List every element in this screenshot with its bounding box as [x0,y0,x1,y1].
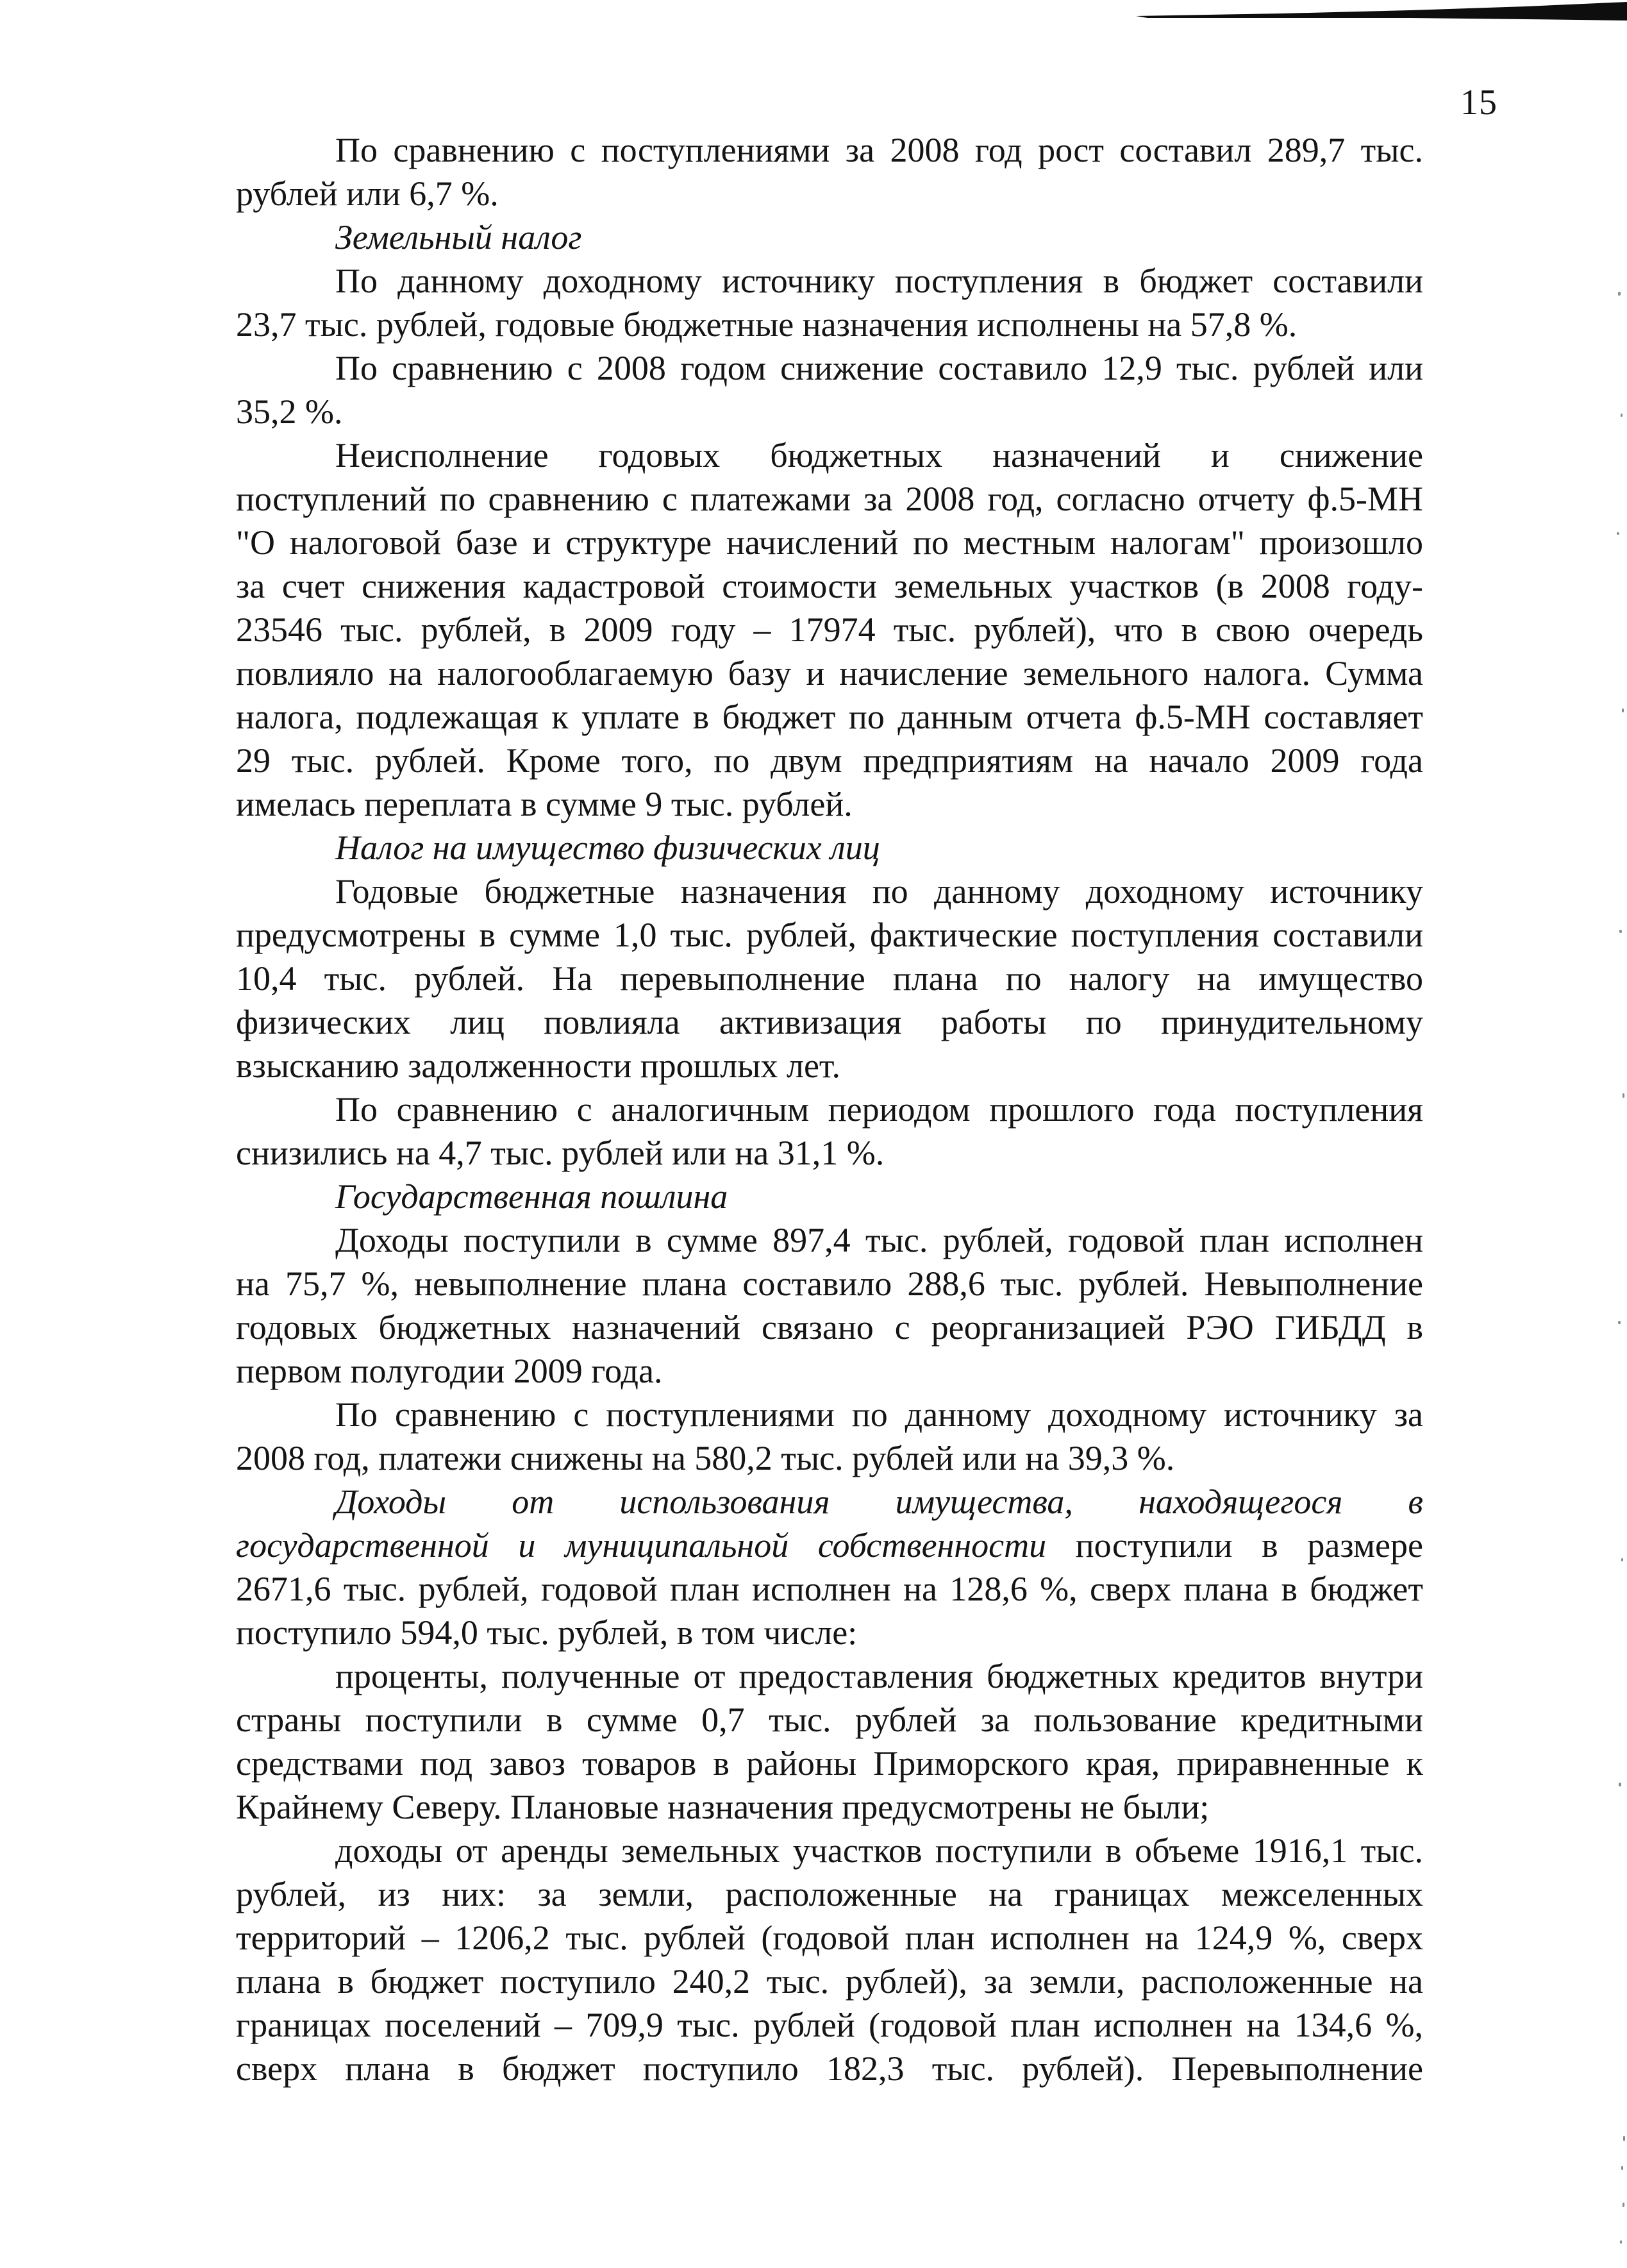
paragraph [236,128,1423,215]
text-line: физических лиц повлияла активизация работы по принудительному [236,1003,1423,1041]
text-line: поступило 594,0 тыс. рублей, в том числе: [236,1613,858,1652]
scan-speck [1622,709,1624,712]
text-line [236,1524,1423,1567]
text-line: Доходы поступили в сумме 897,4 тыс. рублей, годовой план исполнен [335,1221,1423,1259]
scan-speck [1620,2240,1622,2244]
paragraph [236,433,1423,826]
document-body [236,128,1423,2090]
paragraph [236,1654,1423,1829]
text-line: страны поступили в сумме 0,7 тыс. рублей за пользование кредитными [236,1701,1423,1739]
text-line: территорий – 1206,2 тыс. рублей (годовой план исполнен на 124,9 %, сверх [236,1919,1423,1957]
section-heading [236,215,1423,259]
section-heading [236,1175,1423,1218]
scan-speck [1619,930,1622,933]
text-line: проценты, полученные от предоставления бюджетных кредитов внутри [335,1657,1423,1695]
scan-speck [1618,292,1621,296]
text-line: 35,2 %. [236,392,343,431]
text-line: По данному доходному источнику поступления в бюджет составили [335,262,1423,300]
text-line: По сравнению с аналогичным периодом прошлого года поступления [335,1090,1423,1129]
text-line: Годовые бюджетные назначения по данному доходному источнику [335,872,1423,911]
text-line: По сравнению с 2008 годом снижение составило 12,9 тыс. рублей или [335,349,1423,387]
scan-speck [1619,1783,1621,1786]
text-line: взысканию задолженности прошлых лет. [236,1046,840,1085]
italic-text-segment: государственной и муниципальной собственности [236,1526,1047,1565]
italic-text-segment: Доходы от использования имущества, находящегося в [335,1483,1423,1521]
text-line: 23,7 тыс. рублей, годовые бюджетные назначения исполнены на 57,8 %. [236,305,1297,344]
text-line: первом полугодии 2009 года. [236,1352,663,1390]
scan-speck [1621,414,1623,417]
text-line: за счет снижения кадастровой стоимости земельных участков (в 2008 году- [236,567,1423,605]
text-line: имелась переплата в сумме 9 тыс. рублей. [236,785,853,823]
paragraph [236,869,1423,1088]
paragraph [236,1829,1423,2090]
scan-speck [1623,2203,1624,2207]
scan-speck [1621,1558,1623,1561]
text-line: доходы от аренды земельных участков поступили в объеме 1916,1 тыс. [335,1831,1423,1870]
scan-speck [1617,532,1619,535]
text-line: Земельный налог [335,218,582,256]
text-line: плана в бюджет поступило 240,2 тыс. рублей), за земли, расположенные на [236,1962,1423,2001]
text-line: Крайнему Северу. Плановые назначения предусмотрены не были; [236,1788,1210,1826]
paragraph [236,259,1423,346]
page-number: 15 [1460,83,1498,122]
text-line: 29 тыс. рублей. Кроме того, по двум предприятиям на начало 2009 года [236,741,1423,780]
text-line: 10,4 тыс. рублей. На перевыполнение плана по налогу на имущество [236,959,1423,998]
text-line: годовых бюджетных назначений связано с реорганизацией РЭО ГИБДД в [236,1308,1423,1347]
text-line: рублей или 6,7 %. [236,174,499,213]
text-line: средствами под завоз товаров в районы Приморского края, приравненные к [236,1744,1423,1783]
text-line: 2008 год, платежи снижены на 580,2 тыс. рублей или на 39,3 %. [236,1439,1175,1477]
scan-line-artifact [0,0,1627,26]
text-line: налога, подлежащая к уплате в бюджет по данным отчета ф.5-МН составляет [236,698,1423,736]
paragraph [236,1218,1423,1393]
paragraph [236,1088,1423,1175]
paragraph [236,346,1423,433]
text-line: снизились на 4,7 тыс. рублей или на 31,1 %. [236,1134,885,1172]
section-heading [236,826,1423,869]
scan-speck [1623,1093,1624,1098]
text-line: предусмотрены в сумме 1,0 тыс. рублей, фактические поступления составили [236,916,1423,954]
text-line [236,1480,1423,1524]
text-line: Неисполнение годовых бюджетных назначений и снижение [335,436,1423,475]
text-line: сверх плана в бюджет поступило 182,3 тыс. рублей). Перевыполнение [236,2049,1423,2088]
text-line: По сравнению с поступлениями по данному доходному источнику за [335,1395,1423,1434]
paragraph [236,1480,1423,1654]
text-line: границах поселений – 709,9 тыс. рублей (годовой план исполнен на 134,6 %, [236,2006,1423,2044]
text-line: 23546 тыс. рублей, в 2009 году – 17974 тыс. рублей), что в свою очередь [236,610,1423,649]
text-line: "О налоговой базе и структуре начислений по местным налогам" произошло [236,523,1423,562]
text-line: на 75,7 %, невыполнение плана составило 288,6 тыс. рублей. Невыполнение [236,1264,1423,1303]
text-line: повлияло на налогооблагаемую базу и начисление земельного налога. Сумма [236,654,1423,693]
scan-speck [1623,2136,1625,2141]
text-line: По сравнению с поступлениями за 2008 год рост составил 289,7 тыс. [335,131,1423,169]
paragraph [236,1393,1423,1480]
text-line: поступлений по сравнению с платежами за 2008 год, согласно отчету ф.5-МН [236,480,1423,518]
text-line: Налог на имущество физических лиц [335,828,880,867]
scan-speck [1621,2166,1623,2170]
text-segment: поступили в размере [1046,1526,1423,1565]
scan-speck [1618,1321,1621,1324]
text-line: рублей, из них: за земли, расположенные на границах межселенных [236,1875,1423,1913]
text-line: Государственная пошлина [335,1177,728,1216]
text-line: 2671,6 тыс. рублей, годовой план исполнен на 128,6 %, сверх плана в бюджет [236,1570,1423,1608]
